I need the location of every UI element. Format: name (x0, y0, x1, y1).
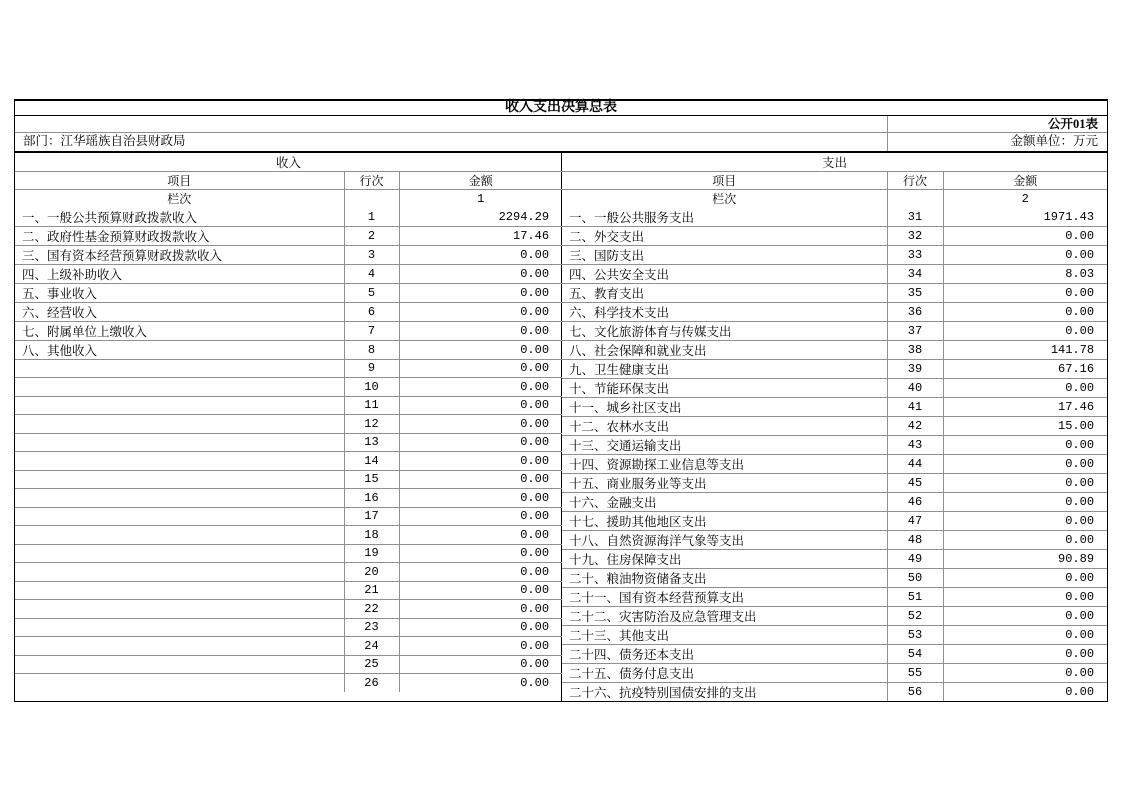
table-row (15, 507, 562, 526)
income-table (15, 153, 562, 692)
table-row (562, 208, 1107, 227)
item-cell: 十九、住房保障支出 (562, 549, 887, 568)
item-cell (15, 452, 344, 471)
table-row (15, 526, 562, 545)
table-row (562, 454, 1107, 473)
item-cell: 四、上级补助收入 (15, 264, 344, 283)
amount-cell: 0.00 (943, 587, 1107, 606)
amount-cell: 0.00 (943, 492, 1107, 511)
department-row (15, 133, 1107, 151)
amount-column-header: 金额 (943, 172, 1107, 190)
line-number-cell: 17 (344, 507, 399, 526)
amount-cell: 0.00 (399, 321, 562, 340)
amount-cell: 90.89 (943, 549, 1107, 568)
item-cell: 十、节能环保支出 (562, 378, 887, 397)
table-row (15, 378, 562, 397)
table-row (562, 378, 1107, 397)
table-row (15, 655, 562, 674)
line-number-cell: 3 (344, 245, 399, 264)
lanci-label: 栏次 (562, 190, 887, 208)
table-row (15, 415, 562, 434)
table-body (15, 151, 1107, 701)
column-number-row (562, 190, 1107, 208)
final-accounts-table (14, 99, 1108, 702)
table-row (562, 530, 1107, 549)
line-number-cell: 52 (887, 606, 943, 625)
line-number-cell: 31 (887, 208, 943, 227)
table-row (15, 563, 562, 582)
amount-cell: 0.00 (943, 321, 1107, 340)
table-row (15, 283, 562, 302)
amount-unit-label: 金额单位：万元 (1010, 134, 1098, 148)
table-row (15, 544, 562, 563)
table-row (562, 264, 1107, 283)
line-number-cell: 15 (344, 470, 399, 489)
line-number-cell: 2 (344, 226, 399, 245)
item-cell: 四、公共安全支出 (562, 264, 887, 283)
table-row (562, 473, 1107, 492)
item-cell (15, 637, 344, 656)
amount-cell: 141.78 (943, 340, 1107, 359)
item-cell: 十七、援助其他地区支出 (562, 511, 887, 530)
table-row (562, 302, 1107, 321)
item-cell: 十五、商业服务业等支出 (562, 473, 887, 492)
section-header-row (15, 153, 562, 172)
line-number-cell: 13 (344, 433, 399, 452)
line-number-cell: 50 (887, 568, 943, 587)
line-number-cell: 24 (344, 637, 399, 656)
amount-cell: 0.00 (943, 378, 1107, 397)
amount-cell: 0.00 (399, 302, 562, 321)
item-cell (15, 618, 344, 637)
item-cell: 二、外交支出 (562, 226, 887, 245)
amount-cell: 0.00 (943, 568, 1107, 587)
table-row (15, 302, 562, 321)
item-cell: 五、事业收入 (15, 283, 344, 302)
table-row (15, 208, 562, 227)
table-row (15, 340, 562, 359)
doc-label-row (15, 116, 1107, 133)
line-number-cell: 23 (344, 618, 399, 637)
table-row (15, 321, 562, 340)
line-number-cell: 6 (344, 302, 399, 321)
amount-cell: 0.00 (943, 606, 1107, 625)
item-cell (15, 433, 344, 452)
line-number-cell: 22 (344, 600, 399, 619)
line-number-cell: 36 (887, 302, 943, 321)
line-number-cell: 8 (344, 340, 399, 359)
line-number-cell: 35 (887, 283, 943, 302)
amount-cell: 2294.29 (399, 208, 562, 227)
item-cell: 八、其他收入 (15, 340, 344, 359)
expenditure-section (562, 153, 1107, 701)
amount-cell: 0.00 (399, 340, 562, 359)
item-cell: 八、社会保障和就业支出 (562, 340, 887, 359)
line-number-cell: 46 (887, 492, 943, 511)
amount-cell: 0.00 (399, 433, 562, 452)
table-row (15, 637, 562, 656)
line-number-cell: 26 (344, 674, 399, 693)
amount-cell: 8.03 (943, 264, 1107, 283)
line-number-cell: 33 (887, 245, 943, 264)
item-cell (15, 544, 344, 563)
line-number-cell: 14 (344, 452, 399, 471)
item-cell (15, 378, 344, 397)
amount-cell: 0.00 (943, 473, 1107, 492)
item-cell (15, 359, 344, 378)
line-number-cell: 11 (344, 396, 399, 415)
line-number-cell: 43 (887, 435, 943, 454)
line-number-cell: 41 (887, 397, 943, 416)
line-number-cell: 40 (887, 378, 943, 397)
amount-cell: 0.00 (399, 452, 562, 471)
item-cell (15, 563, 344, 582)
item-cell (15, 507, 344, 526)
department-label: 部门：江华瑶族自治县财政局 (15, 133, 888, 151)
item-cell: 二、政府性基金预算财政拨款收入 (15, 226, 344, 245)
header-empty-cell (15, 116, 888, 132)
item-cell (15, 674, 344, 693)
table-row (562, 359, 1107, 378)
item-cell: 七、文化旅游体育与传媒支出 (562, 321, 887, 340)
line-number-cell: 56 (887, 682, 943, 701)
line-number-cell: 45 (887, 473, 943, 492)
line-number-cell: 34 (887, 264, 943, 283)
expenditure-table (562, 153, 1107, 701)
item-cell: 五、教育支出 (562, 283, 887, 302)
amount-cell: 0.00 (399, 526, 562, 545)
table-row (562, 663, 1107, 682)
income-section-label: 收入 (15, 153, 562, 172)
line-number-cell: 51 (887, 587, 943, 606)
line-number-cell: 19 (344, 544, 399, 563)
line-number-cell: 4 (344, 264, 399, 283)
line-number-cell: 1 (344, 208, 399, 227)
table-row (562, 435, 1107, 454)
amount-cell: 0.00 (943, 302, 1107, 321)
amount-cell: 0.00 (399, 264, 562, 283)
table-row (562, 245, 1107, 264)
item-cell: 三、国有资本经营预算财政拨款收入 (15, 245, 344, 264)
table-row (562, 568, 1107, 587)
amount-cell: 17.46 (399, 226, 562, 245)
item-cell: 二十四、债务还本支出 (562, 644, 887, 663)
amount-cell: 0.00 (943, 226, 1107, 245)
line-number-cell: 38 (887, 340, 943, 359)
item-cell (15, 526, 344, 545)
table-row (15, 226, 562, 245)
item-cell: 十八、自然资源海洋气象等支出 (562, 530, 887, 549)
table-row (562, 625, 1107, 644)
item-cell: 二十五、债务付息支出 (562, 663, 887, 682)
table-row (562, 492, 1107, 511)
amount-cell: 0.00 (943, 682, 1107, 701)
line-number-cell: 55 (887, 663, 943, 682)
amount-cell: 0.00 (943, 644, 1107, 663)
line-number-cell: 54 (887, 644, 943, 663)
page-title: 收入支出决算总表 (15, 101, 1107, 116)
column-number: 1 (399, 190, 562, 208)
item-cell (15, 655, 344, 674)
amount-cell: 0.00 (943, 625, 1107, 644)
line-number-cell: 10 (344, 378, 399, 397)
item-cell: 三、国防支出 (562, 245, 887, 264)
line-number-cell: 37 (887, 321, 943, 340)
item-cell: 一、一般公共预算财政拨款收入 (15, 208, 344, 227)
amount-column-header: 金额 (399, 172, 562, 190)
item-cell (15, 489, 344, 508)
amount-cell: 0.00 (943, 245, 1107, 264)
amount-cell: 17.46 (943, 397, 1107, 416)
income-section (15, 153, 562, 701)
table-row (562, 644, 1107, 663)
line-number-cell: 39 (887, 359, 943, 378)
table-row (15, 433, 562, 452)
item-column-header: 项目 (15, 172, 344, 190)
line-number-cell: 53 (887, 625, 943, 644)
item-cell: 十四、资源勘探工业信息等支出 (562, 454, 887, 473)
line-number-cell: 44 (887, 454, 943, 473)
table-row (15, 581, 562, 600)
item-cell: 十六、金融支出 (562, 492, 887, 511)
amount-cell: 0.00 (399, 655, 562, 674)
amount-cell: 0.00 (943, 454, 1107, 473)
amount-cell: 0.00 (399, 415, 562, 434)
table-row (15, 618, 562, 637)
amount-cell: 0.00 (399, 283, 562, 302)
item-cell (15, 581, 344, 600)
column-header-row (562, 172, 1107, 190)
item-cell: 一、一般公共服务支出 (562, 208, 887, 227)
item-cell: 十二、农林水支出 (562, 416, 887, 435)
amount-cell: 0.00 (399, 563, 562, 582)
amount-cell: 0.00 (399, 581, 562, 600)
table-row (15, 396, 562, 415)
item-cell: 六、科学技术支出 (562, 302, 887, 321)
doc-label: 公开01表 (1047, 117, 1098, 131)
line-number-cell: 48 (887, 530, 943, 549)
table-row (562, 340, 1107, 359)
amount-cell: 0.00 (943, 663, 1107, 682)
item-cell: 六、经营收入 (15, 302, 344, 321)
table-row (15, 264, 562, 283)
table-row (562, 682, 1107, 701)
line-column-header: 行次 (344, 172, 399, 190)
item-cell (15, 415, 344, 434)
amount-cell: 0.00 (399, 489, 562, 508)
line-number-cell: 5 (344, 283, 399, 302)
line-number-cell: 9 (344, 359, 399, 378)
table-row (562, 321, 1107, 340)
line-number-cell: 47 (887, 511, 943, 530)
amount-cell: 0.00 (943, 283, 1107, 302)
amount-cell: 0.00 (943, 435, 1107, 454)
amount-cell: 0.00 (399, 396, 562, 415)
table-row (15, 452, 562, 471)
table-row (562, 416, 1107, 435)
table-row (15, 489, 562, 508)
amount-cell: 0.00 (399, 378, 562, 397)
item-cell: 二十三、其他支出 (562, 625, 887, 644)
column-header-row (15, 172, 562, 190)
amount-cell: 0.00 (399, 618, 562, 637)
line-number-cell: 12 (344, 415, 399, 434)
table-row (562, 606, 1107, 625)
item-cell: 十一、城乡社区支出 (562, 397, 887, 416)
line-number-cell: 7 (344, 321, 399, 340)
line-column-header: 行次 (887, 172, 943, 190)
item-cell: 十三、交通运输支出 (562, 435, 887, 454)
item-cell: 二十二、灾害防治及应急管理支出 (562, 606, 887, 625)
lanci-empty-cell (887, 190, 943, 208)
table-row (562, 397, 1107, 416)
table-row (15, 674, 562, 693)
line-number-cell: 49 (887, 549, 943, 568)
line-number-cell: 25 (344, 655, 399, 674)
lanci-label: 栏次 (15, 190, 344, 208)
column-number: 2 (943, 190, 1107, 208)
amount-cell: 0.00 (943, 511, 1107, 530)
section-header-row (562, 153, 1107, 172)
amount-cell: 15.00 (943, 416, 1107, 435)
table-row (15, 470, 562, 489)
amount-cell: 67.16 (943, 359, 1107, 378)
item-cell: 七、附属单位上缴收入 (15, 321, 344, 340)
table-row (562, 226, 1107, 245)
amount-cell: 0.00 (399, 359, 562, 378)
amount-cell: 0.00 (399, 544, 562, 563)
amount-cell: 0.00 (399, 470, 562, 489)
item-cell: 二十一、国有资本经营预算支出 (562, 587, 887, 606)
table-row (562, 549, 1107, 568)
line-number-cell: 16 (344, 489, 399, 508)
amount-cell: 0.00 (399, 245, 562, 264)
line-number-cell: 20 (344, 563, 399, 582)
table-row (562, 511, 1107, 530)
item-cell: 二十、粮油物资储备支出 (562, 568, 887, 587)
table-row (562, 283, 1107, 302)
line-number-cell: 18 (344, 526, 399, 545)
item-cell (15, 396, 344, 415)
amount-cell: 0.00 (399, 674, 562, 693)
amount-cell: 1971.43 (943, 208, 1107, 227)
amount-cell: 0.00 (399, 600, 562, 619)
amount-cell: 0.00 (399, 637, 562, 656)
table-row (15, 245, 562, 264)
amount-cell: 0.00 (943, 530, 1107, 549)
line-number-cell: 21 (344, 581, 399, 600)
line-number-cell: 32 (887, 226, 943, 245)
item-cell (15, 600, 344, 619)
expenditure-section-label: 支出 (562, 153, 1107, 172)
lanci-empty-cell (344, 190, 399, 208)
item-cell (15, 470, 344, 489)
table-row (15, 600, 562, 619)
item-cell: 二十六、抗疫特别国债安排的支出 (562, 682, 887, 701)
amount-cell: 0.00 (399, 507, 562, 526)
line-number-cell: 42 (887, 416, 943, 435)
table-row (15, 359, 562, 378)
item-column-header: 项目 (562, 172, 887, 190)
table-row (562, 587, 1107, 606)
item-cell: 九、卫生健康支出 (562, 359, 887, 378)
column-number-row (15, 190, 562, 208)
